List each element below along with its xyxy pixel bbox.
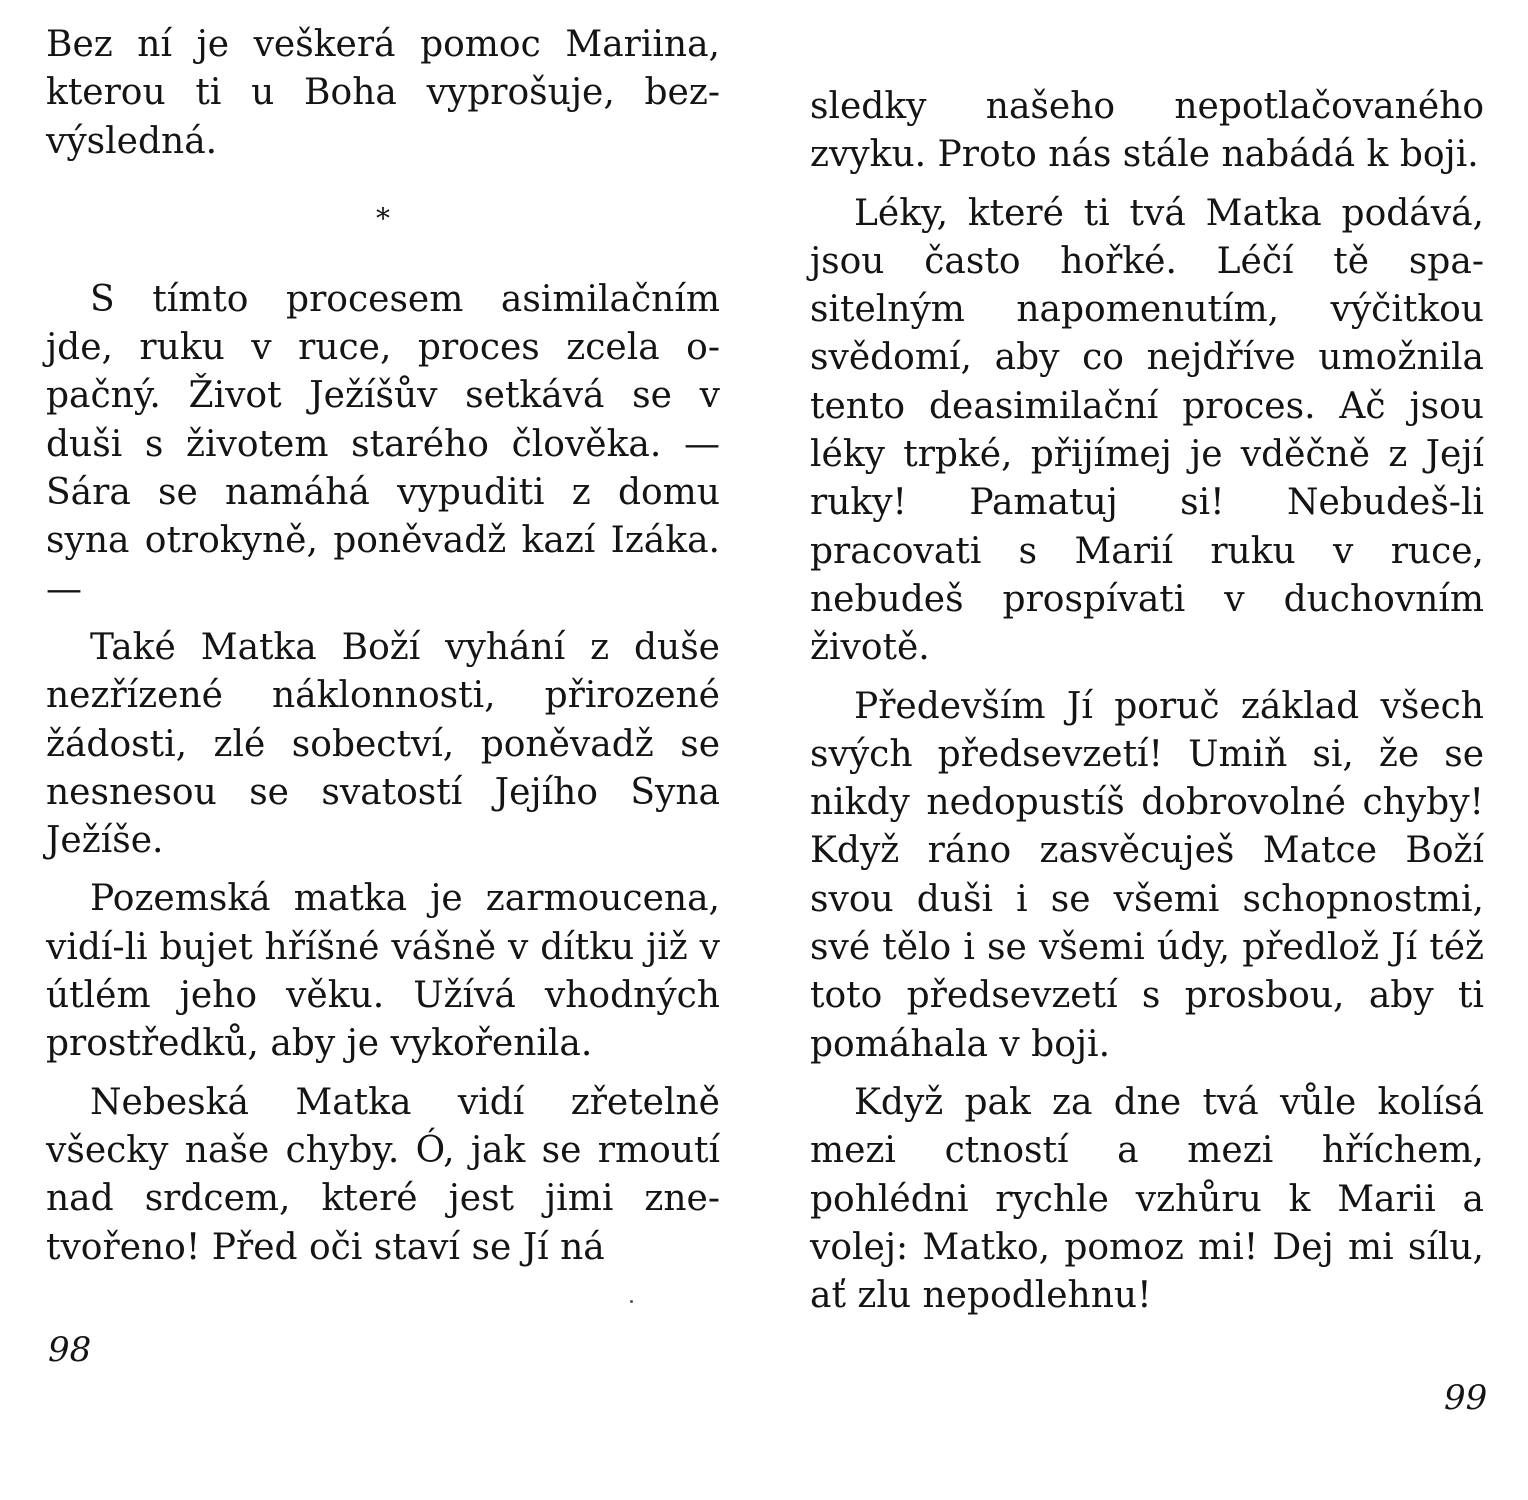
paragraph-call-to-mary: Když pak za dne tvá vůle kolísá mezi ctností a mezi hříchem, pohlédni rychle vzhůru k Marii a volej: Matko, pomoz mi! Dej mi sílu, ať zlu nepodlehnu! [810,1081,1484,1317]
paragraph-resolutions: Především Jí poruč základ všech svých předsevzetí! Umiň si, že se nikdy nedopustíš dobrovolné chyby! Když ráno zasvěcuješ Matce Boží svou duši i se všemi schopnostmi, své tělo i se všemi údy, předlož Jí též toto předsevzetí s prosbou, aby ti pomáhala v boji. [810,685,1484,1065]
paragraph-bitter-medicine: Léky, které ti tvá Matka podává, jsou často hořké. Léčí tě spasitelným napomenutím, výčitkou svědomí, aby co nejdříve umožnila tento deasimilační proces. Ač jsou léky trpké, přijímej je vděčně z Její ruky! Pamatuj si! Nebudeš-li pracovati s Marií ruku v ruce, nebudeš prospívati v duchovním životě. [810,192,1484,669]
right-text-column [810,83,1484,1320]
section-separator-asterisk: * [376,201,390,235]
right-page [764,0,1528,1500]
paragraph-continuation: sledky našeho nepotlačovaného zvyku. Proto nás stále nabádá k boji. [810,86,1484,176]
left-text-column [46,21,720,1272]
paragraph-heavenly-mother: Nebeská Matka vidí zřetelně všecky naše chyby. Ó, jak se rmoutí nad srdcem, které jest jimi znetvořeno! Před oči staví se Jí ná [46,1081,720,1268]
print-speck [630,1300,633,1303]
page-number-left: 98 [48,1330,92,1370]
paragraph-assimilation-process: S tímto procesem asimilačním jde, ruku v ruce, proces zcela opačný. Život Ježíšův setkává se v duši s životem starého člověka. — Sára se namáhá vypuditi z domu syna otrokyně, poněvadž kazí Izáka. — [46,278,720,610]
paragraph-mother-of-god: Také Matka Boží vyhání z duše nezřízené náklonnosti, přirozené žádosti, zlé sobectví, poněvadž se nesnesou se svatostí Jejího Syna Ježíše. [46,626,720,862]
paragraph-earthly-mother: Pozemská matka je zarmoucena, vidí-li bujet hříšné vášně v dítku již v útlém jeho věku. Užívá vhodných prostředků, aby je vykořenila. [46,878,720,1065]
paragraph-continuation: Bez ní je veškerá pomoc Mariina, kterou ti u Boha vyprošuje, bezvýsledná. [46,24,720,162]
page-number-right: 99 [1444,1378,1488,1418]
